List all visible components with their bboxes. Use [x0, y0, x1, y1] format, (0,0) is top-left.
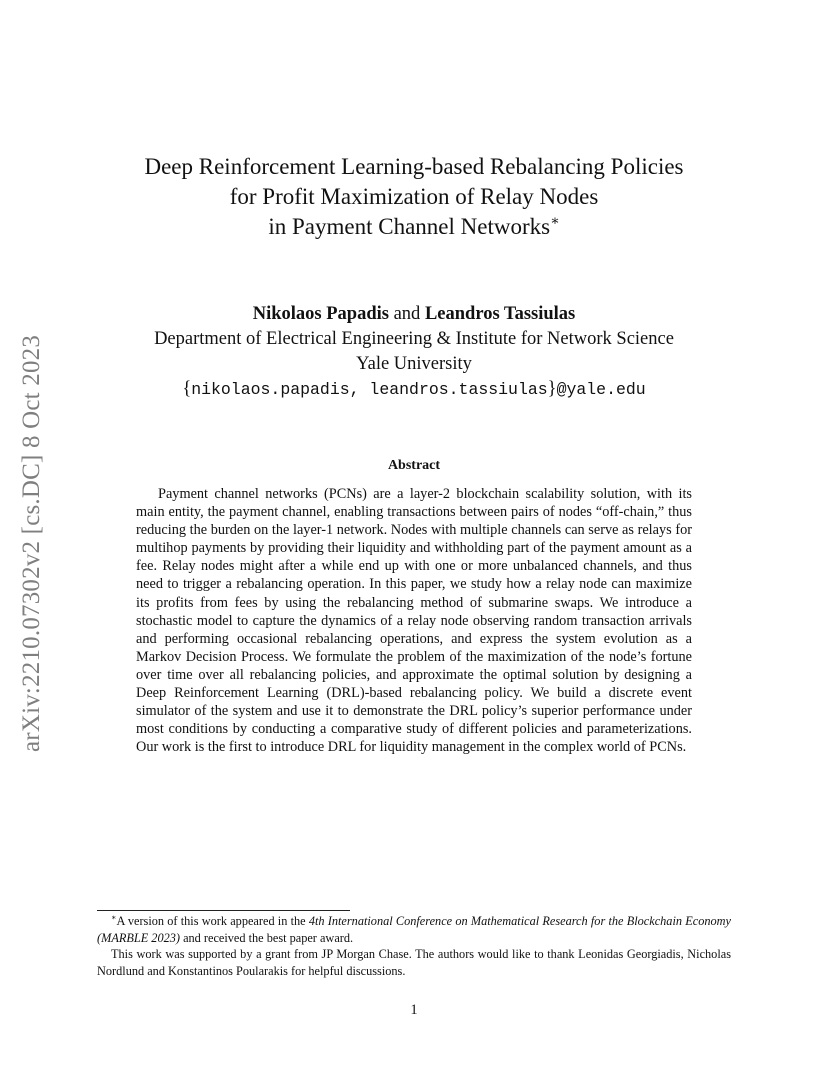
author-university: Yale University	[356, 354, 472, 374]
author-names	[80, 302, 748, 327]
footnote-1-post: and received the best paper award.	[180, 930, 354, 945]
footnote-divider	[97, 910, 350, 911]
abstract-text: Payment channel networks (PCNs) are a layer-2 blockchain scalability solution, with its main entity, the payment channel, enabling transactions between pairs of nodes “off-chain,” thus reducing the burden on the layer-1 network. Nodes with multiple channels can serve as relays for multihop payments by providing their liquidity and withholding part of the payment amount as a fee. Relay nodes might after a while end up with one or more unbalanced channels, and thus need to trigger a rebalancing operation. In this paper, we study how a relay node can maximize its profits from fees by using the rebalancing method of submarine swaps. We introduce a stochastic model to capture the dynamics of a relay node observing random transaction arrivals and performing occasional rebalancing operations, and express the system evolution as a Markov Decision Process. We formulate the problem of the maximization of the node’s fortune over time over all rebalancing policies, and approximate the optimal solution by designing a Deep Reinforcement Learning (DRL)-based rebalancing policy. We build a discrete event simulator of the system and use it to demonstrate the DRL policy’s superior performance under most conditions by conducting a comparative study of different policies and parameterizations. Our work is the first to introduce DRL for liquidity management in the complex world of PCNs.	[136, 486, 692, 756]
footnote-1-venue: 4th International Conference on Mathematical Research for the Blockchain Economy (MARBLE 2023)	[97, 914, 731, 945]
title-line-3	[100, 212, 728, 242]
email-users: nikolaos.papadis, leandros.tassiulas	[191, 380, 548, 399]
title-line-2: for Profit Maximization of Relay Nodes	[229, 184, 599, 209]
arxiv-identifier-stamp: arXiv:2210.07302v2 [cs.DC] 8 Oct 2023	[18, 334, 45, 752]
page-number: 1	[410, 1002, 418, 1018]
footnote-1-mark: ∗	[111, 913, 117, 922]
author-department: Department of Electrical Engineering & Institute for Network Science	[154, 329, 674, 349]
author-2-name: Leandros Tassiulas	[424, 304, 576, 324]
title-line-1: Deep Reinforcement Learning-based Rebalancing Policies	[144, 154, 684, 179]
abstract-heading: Abstract	[387, 458, 441, 473]
author-1-name: Nikolaos Papadis	[252, 304, 389, 324]
paper-title	[100, 152, 728, 242]
footnote-2: This work was supported by a grant from JP Morgan Chase. The authors would like to thank Leonidas Georgiadis, Nicholas Nordlund and Konstantinos Poularakis for helpful discussions.	[97, 947, 731, 978]
email-brace-close: }	[547, 379, 557, 399]
email-brace-open: {	[182, 379, 192, 399]
email-domain: @yale.edu	[556, 380, 646, 399]
title-footnote-mark: ∗	[550, 214, 560, 229]
footnote-1	[97, 913, 731, 946]
author-block	[80, 302, 748, 402]
footnotes	[97, 913, 731, 979]
title-line-3-text: in Payment Channel Networks	[268, 214, 551, 239]
footnote-1-pre: A version of this work appeared in the	[116, 914, 309, 928]
author-emails	[80, 377, 748, 402]
author-conjunction: and	[393, 304, 421, 324]
